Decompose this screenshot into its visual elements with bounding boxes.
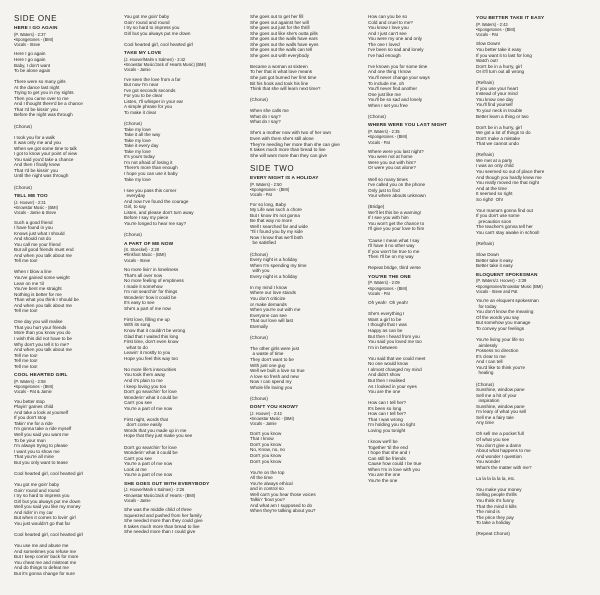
song-credit: •Snowstar Music/Jack of Hearts Music) (BMI) (124, 62, 206, 68)
song-title: WHERE WERE YOU LAST NIGHT (368, 123, 448, 129)
song-credit: (P. Waters) - 2:43 (476, 21, 508, 27)
song-title: TAKE MY LOVE (124, 51, 162, 57)
lyrics-column (124, 14, 209, 539)
song-lyrics: Oh yeah! Oh yeah! She's everything I Want a girl to be I thought that I was Happy as can be But then I heard from you You said you loved me too I'm in between You said that we could meet No one would know I almost changed my mind And didn't show But then I realised As I looked in your eyes You are the one How can I tell her? It's been so long How can I tell her? That I was wrong I'm holding you so tight Loving you tonight I know we'll be Together 'til the end I hope that she and I Can still be friends Cause how could I be true When I'm in love with you You are the one You're the one (368, 300, 426, 483)
song-credit: (J. Hoover) - 2:42 (250, 410, 282, 416)
song-continued (250, 14, 340, 158)
song-credit: •Snowstar Music - (BMI) (14, 204, 58, 210)
song-credit: (S. Stoeckel) - 2:28 (124, 247, 160, 253)
song-credit: •Rinkfoot Music - (BMI) (124, 252, 166, 258)
song-credit: Vocals - Pat (368, 291, 390, 296)
song-credit: Vocals - Jamie (250, 421, 277, 427)
song-she-goes-out-with-everybody (124, 482, 209, 535)
song-credit: •Snowstar Music - (BMI) (250, 416, 294, 422)
song-lyrics: You're an eloquent spokesman for today You don't know the meaning Of the words you say But somehow you manage To convey your feelings You're living your life so aimlessly Possess no direction It's clear to me And I can tell You'd like to think you're healing (Chorus) Sunshine, window pane Sell me a hit of your inspiration Sunshine, window pane I'm leary of what you sell Sell me a fairy tale Any time Oh sell me a pocket full Of what you see You don't give a damn About what happens to me And wonder I question You wonder What's the matter with me? La la la la la la, etc. You make your money Selling people thrills You think it's funny That the mind it kills The mind is The price they pay To take a holiday (Repeat Chorus) (476, 298, 539, 537)
song-title: SHE GOES OUT WITH EVERYBODY (124, 481, 210, 487)
side-heading: SIDE ONE (14, 14, 58, 23)
song-lyrics: You got me goin' baby Goin' round and round I try so hard to impress you Girl but you always put me down Cool hearted girl, cool hearted girl (124, 14, 193, 47)
lyrics-column (368, 14, 447, 487)
song-lyrics: How can you be so Cold and cruel to me? You know I love you And I just can't see You were my one and only The one I loved I've been so sad and lonely I've had enough I've known you for some time And one thing I know You'll never change your ways To include me, oh You'll never find another One just like me You'll be so sad and lonely When I set you free (Chorus) (368, 14, 430, 119)
song-credit: (P. Waters) - 2:35 (368, 128, 400, 134)
song-lyrics: Here I go again Here I go again Baby, I don't want To be alone again There were so many girls At the dance last night Trying to get you in my sights Then you came over to me And I thought there'd be a chance That I'd be kissin' you Before the night was through (Chorus) I took you for a walk It was only me and you When we got some time to talk I got to know your point of view You said you'd take a chance And then I finally knew That I'd be kissin' you Until the night was through (Chorus) (14, 51, 83, 190)
song-credit: •Spongetones/Snowstar Music (BMI) (476, 283, 543, 289)
song-credit: (P. Waters) - 2:50 (250, 181, 282, 187)
song-lyrics: Slow Down! You better take it easy If you want it to last for long Watch out! Don't be in a hurry, girl Or it'll turn out all wrong (Refrain) If you use your heart Instead of your mind You know one day You'll find yourself To your neck in trouble Better learn a thing or two Don't be in a hurry, girl We got a lot of things to do Don't make a mistake That we cannot undo (Refrain) We met at a party I was an only child You seemed so out of place there And though you hardly knew me You really moved me that night And at the time It seemed so right So right! Oh! Your mama's gonna find out If you don't use some precaution soon The teacher's gonna tell her You can't stay awake in school! (Refrain) Slow Down Better take it easy Better take it easy (476, 41, 545, 269)
song-credit: •Spongetones - (BMI) (476, 26, 516, 32)
song-credit: (P. Waters) - 2:37 (14, 31, 46, 37)
song-lyrics: For so long, Baby My Life was such a chore But I know it's not gonna Be that way no more Well I searched far and wide 'Til I found you by my side Now I know that we'll both be satisfied (Chorus) Every night is a holiday When I'm spending my time with you Every night is a holiday In my mind I know Where our love stands You don't criticize or make demands When you're out with me Everyone can see That our love will last Eternally (Chorus) The other girls were just a waste of time They don't want to be With just one guy Well we built a love so true A love so fresh and new Now I can spend my Whole life loving you (Chorus) (250, 201, 308, 401)
song-credit: Vocals - Jamie (124, 67, 151, 73)
song-title: HERE I GO AGAIN (14, 26, 58, 31)
song-here-i-go-again (14, 26, 83, 190)
song-where-were-you-last-night (368, 123, 447, 270)
song-credit: Vocals - Pat (368, 139, 390, 145)
song-lyrics: She goes out to get her fill She goes out against her will She goes out just for the thrill She goes out like she's outta pills She goes out the walls have ears She goes out the walls have eyes She goes out the walls can tell She goes out with everybody Became a woman at sixteen To her that is what love means She just got burned her first time Bit his hook and took his line Think that she will learn next time? (Chorus) When she calls me What do I say? What do I say? She's a mother now with two of her own Even with them she's still alone They're needing her more than she can give It takes much more than bread to live She will want more than they can give (250, 14, 340, 158)
song-credit: •Spongetones - (BMI) (14, 36, 54, 42)
song-credit: (J. Hoover) - 2:31 (14, 199, 46, 205)
lyrics-column (14, 14, 83, 580)
song-credit: (P. Waters) - 2:09 (368, 280, 400, 286)
song-title: ELOQUENT SPOKESMAN (476, 272, 538, 278)
song-credit: •Spongetones - (BMI) (14, 384, 54, 390)
lyrics-column (250, 14, 340, 518)
song-credit: Vocals - Pat & Jamie (14, 389, 52, 395)
song-continued (124, 14, 209, 47)
song-you-better-take-it-easy (476, 16, 544, 269)
song-credit: •Snowstar Music/Jack of Hearts - (BMI) (124, 492, 196, 498)
song-credit: (P. Waters/J. Hoover) - 3:39 (476, 278, 527, 284)
song-credit: •Spongetones - (BMI) (368, 134, 408, 140)
song-lyrics: Don't you know That I know Don't you know No, Know, no, no Don't you know Don't you know You're on the top All the time You're always ethical and in control so Well can't you hear those voices Talkin' 'bout you? And what am I supposed to do When they're talking about you? (250, 430, 316, 514)
song-don-t-you-know (250, 405, 340, 514)
song-credit: (J. Hoover/Mark s Salmen) - 2:26 (124, 487, 185, 493)
song-a-part-of-me-now (124, 242, 209, 478)
song-cool-hearted-girl (14, 373, 83, 576)
song-lyrics: Such a good friend I have found in you Knows just what I should And should not do You call me your friend But all good friends must end And when you talk about me Tell me too! When I blow a line You've gained some weight Lean on me 'til You've bent me straight Nothing is better for me Than what you think I should be And when you talk about me Tell me too! One day you will realise That you hurt your friends More than you know you do I wish this did not have to be Why don't you tell it to me? And when you talk about me Tell me too! Tell me too! Tell me too! (14, 219, 79, 369)
song-lyrics: She was the middle child of three Squeezed and pushed from her family She needed more than they could give It takes much more than bread to live She needed more than I could give (124, 507, 203, 535)
song-credit: (P. Waters) - 2:58 (14, 378, 46, 384)
song-credit: Vocals - Jamie & Steve (14, 210, 57, 216)
song-credit: Vocals - Pat (476, 32, 498, 38)
song-credit: (J. Hoover/Malm s Salmen) - 2:42 (124, 56, 186, 62)
song-take-my-love (124, 51, 209, 237)
song-title: DON'T YOU KNOW? (250, 405, 299, 411)
song-credit: Vocals - Steve (14, 42, 41, 48)
song-credit: Vocals - Steve (124, 257, 151, 263)
song-title: YOU'RE THE ONE (368, 274, 411, 280)
song-continued (368, 14, 447, 119)
song-lyrics: You better stop Playin' games child And take a look at yourself If you don't stop Takin' me for a ride I'm gonna take a ride myself Well you said you want me To be your man I'm always trying to please I want you to show me That you're all mine But you only want to tease Cool hearted girl, cool hearted girl You got me goin' baby Goin' round and round I try so hard to impress you Girl but you always put me down Well you said you like my money And ridin' in my car But when it comes to lovin' girl You just wouldn't go that far Cool hearted girl, cool hearted girl You use me and abuse me And sometimes you refuse me But I keep comin' back for more You cheat me and mistreat me And do things to defeat me But it's gonna change for sure (14, 398, 83, 576)
song-title: TELL ME TOO (14, 194, 48, 200)
song-every-night-is-a-holiday (250, 164, 340, 401)
song-title: EVERY NIGHT IS A HOLIDAY (250, 176, 319, 182)
song-lyrics: I've seen the love from a far But now I'm near I've got seconds seconds For you to be clear Listen, I'll whisper in your ear A simple phrase for you To make it clear (Chorus) Take my love Take it all the way Take my love Take it every day Take my love It's yours today I'm not afraid of losing it There's more than enough I hope you can use it baby Take my love I see you pass this corner everyday And now I've found the courage Girl, to say Listen, and please don't turn away Before I say my piece You're longed to hear me say? (Chorus) (124, 76, 194, 238)
song-credit: •Spongetones - (BMI) (250, 187, 290, 193)
song-title: A PART OF ME NOW (124, 241, 174, 247)
song-credit: Vocals - Pat (250, 192, 272, 198)
song-lyrics: No more livin' in loneliness That's all over now No more feeling of emptiness I made it somehow I'm not searchin' for things Wonderin' how it could be It's easy to see She's a part of me now First love, filling me up With its song Know that it couldn't be wrong Glad that I waited this long First time, don't even know what to do Leavin' it mostly to you Hope you feel this way too No more life's insecurities You took them away And it's plain to me I keep loving you too Don't go searchin' for love Wonderin' what it could be Can't you see You're a part of me now First night, words that don't come easily Words that you made up in me Hope that they just make you see Don't go searchin' for love Wonderin' what it could be Can't you see You're a part of me now Look at me You're a part of me now (124, 267, 193, 478)
side-heading: SIDE TWO (250, 164, 295, 174)
lyrics-column (476, 14, 544, 541)
song-you-re-the-one (368, 275, 447, 483)
song-credit: Vocals - Jamie (124, 497, 151, 503)
song-lyrics: Where were you last night? You were not at home Were you out with him? Or were you out alone? Well so many times I've called you on the phone Only just to find Your where abouts unknown (Bridge) We'll let this be a warning! If I see you with him You won't get the chance to I'll give you your love to him 'Cause I mean what I say I'll have it no other way If you won't be true to me Then I'll be on my way Repeat bridge, third verse (368, 148, 426, 271)
song-credit: •Spongetones - (BMI) (368, 285, 408, 291)
song-title: COOL HEARTED GIRL (14, 373, 68, 379)
song-eloquent-spokesman (476, 273, 544, 537)
song-tell-me-too (14, 194, 83, 369)
song-title: YOU BETTER TAKE IT EASY (476, 16, 545, 21)
song-credit: Vocals - Steve and Pat (476, 289, 518, 294)
